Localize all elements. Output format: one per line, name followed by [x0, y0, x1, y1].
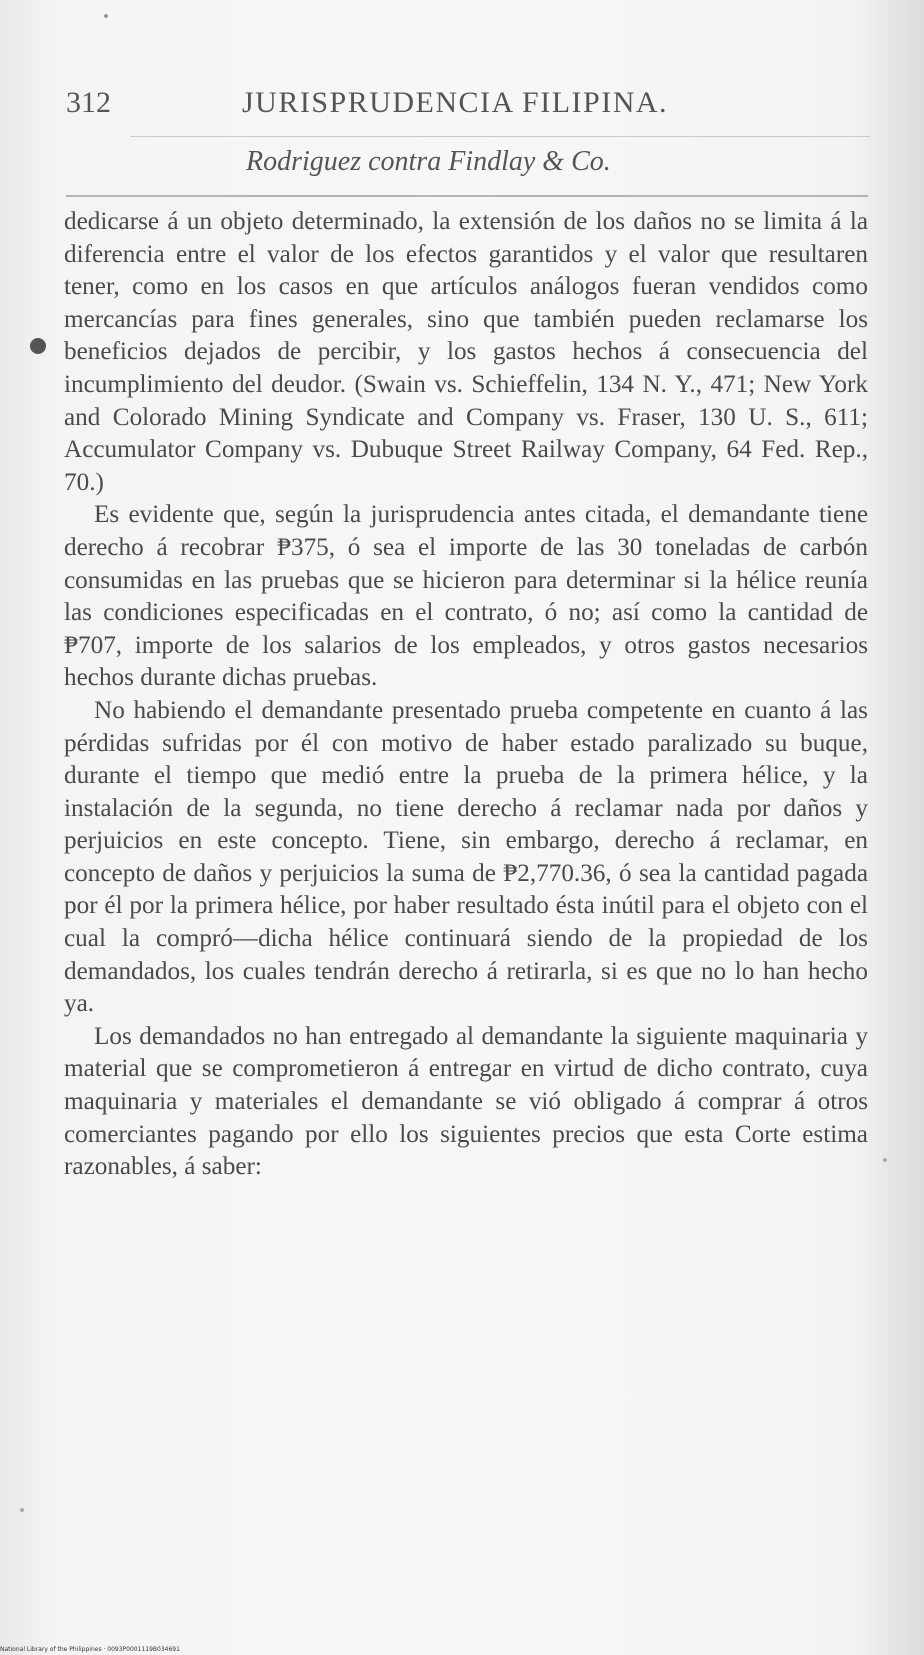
- case-title: Rodriguez contra Findlay & Co.: [246, 146, 611, 177]
- ink-blot: [30, 338, 46, 354]
- scan-source-footer: National Library of the Philippines · 0093P0001119B034691: [0, 1646, 180, 1653]
- paragraph-2: Es evidente que, según la jurisprudencia antes citada, el demandante tiene derecho á recobrar ₱375, ó sea el importe de las 30 toneladas de carbón consumidas en las pruebas que se hicieron para determinar si la hélice reunía las condiciones especificadas en el contrato, ó no; así como la cantidad de ₱707, importe de los salarios de los empleados, y otros gastos necesarios hechos durante dichas pruebas.: [64, 501, 868, 692]
- running-title: JURISPRUDENCIA FILIPINA.: [242, 86, 669, 119]
- header-rule-light: [130, 136, 870, 137]
- paragraph-1: dedicarse á un objeto determinado, la extensión de los daños no se limita á la diferencia entre el valor de los efectos garantidos y el valor que resultaren tener, como en los casos en que artículos análogos fueran vendidos como mercancías para fines generales, sino que también pueden reclamarse los beneficios dejados de percibir, y los gastos hechos á consecuencia del incumplimiento del deudor. (Swain vs. Schieffelin, 134 N. Y., 471; New York and Colorado Mining Syndicate and Company vs. Fraser, 130 U. S., 611; Accumulator Company vs. Dubuque Street Railway Company, 64 Fed. Rep., 70.): [64, 208, 868, 496]
- body-text: [64, 206, 868, 1184]
- dust-speck: [20, 1508, 24, 1512]
- page-number: 312: [66, 86, 111, 119]
- page-header: [66, 86, 698, 130]
- dust-speck: [104, 14, 108, 18]
- dust-speck: [883, 1158, 887, 1162]
- paragraph-4: Los demandados no han entregado al demandante la siguiente maquinaria y material que se comprometieron á entregar en virtud de dicho contrato, cuya maquinaria y materiales el demandante se vió obligado á comprar á otros comerciantes pagando por ello los siguientes precios que esta Corte estima razonables, á saber:: [64, 1022, 868, 1181]
- header-divider: [66, 195, 868, 197]
- paragraph-3: No habiendo el demandante presentado prueba competente en cuanto á las pérdidas sufridas por él con motivo de haber estado paralizado su buque, durante el tiempo que medió entre la prueba de la primera hélice, y la instalación de la segunda, no tiene derecho á reclamar nada por daños y perjuicios en este concepto. Tiene, sin embargo, derecho á reclamar, en concepto de daños y perjuicios la suma de ₱2,770.36, ó sea la cantidad pagada por él por la primera hélice, por haber resultado ésta inútil para el objeto con el cual la compró—dicha hélice continuará siendo de la propiedad de los demandados, los cuales tendrán derecho á retirarla, si es que no lo han hecho ya.: [64, 696, 868, 1018]
